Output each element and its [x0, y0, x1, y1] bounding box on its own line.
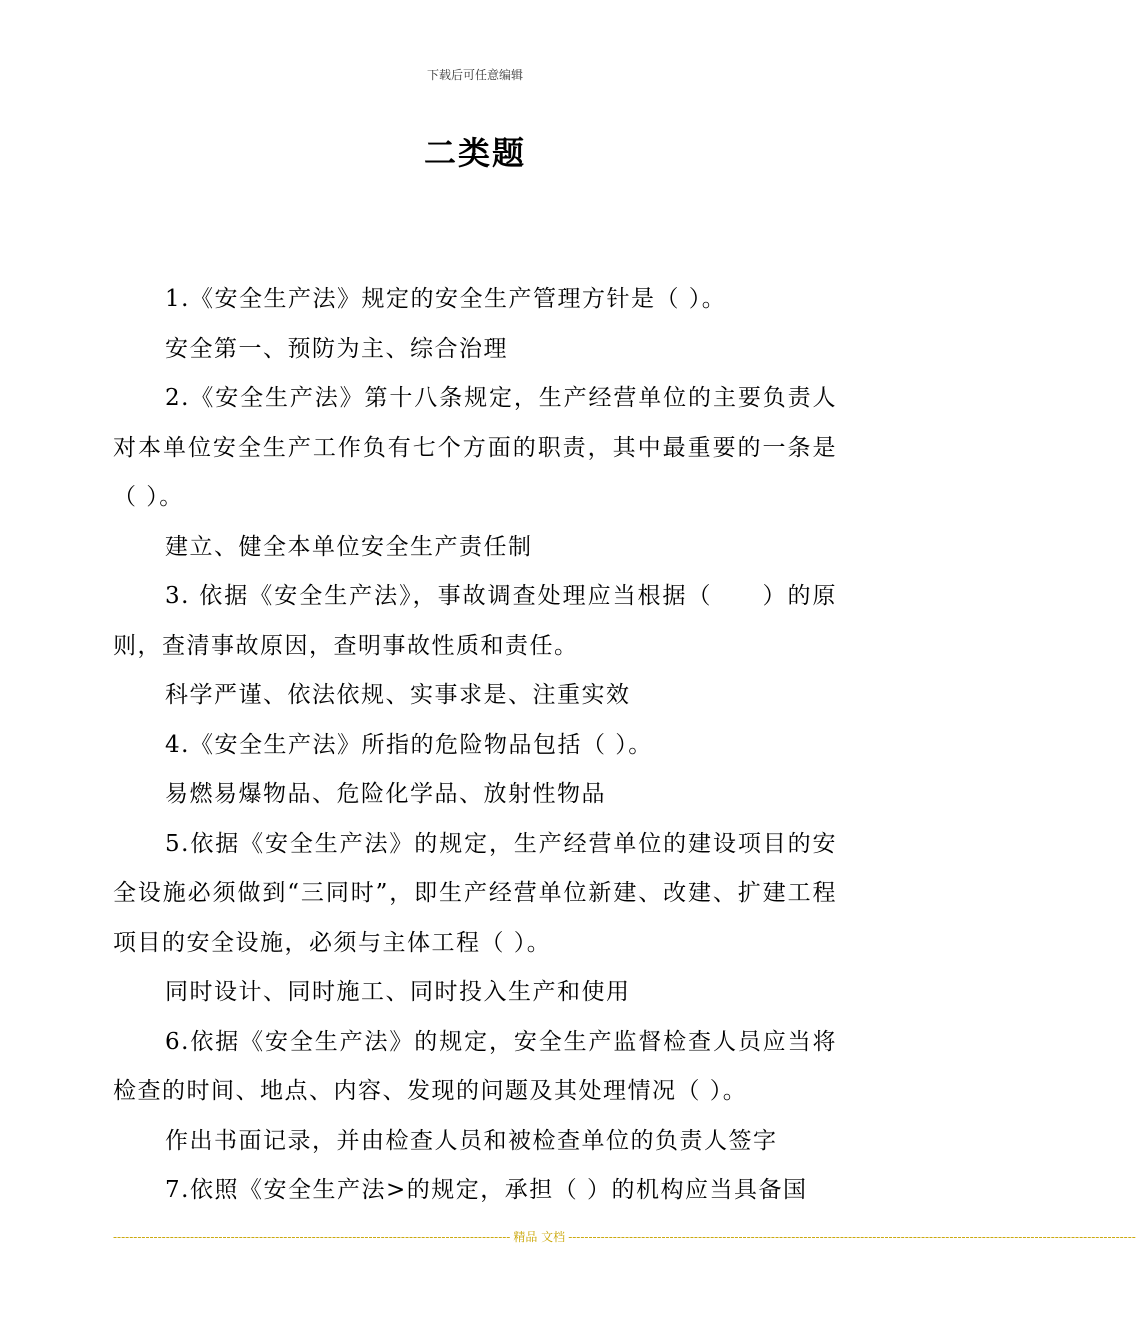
paragraph: 4.《安全生产法》所指的危险物品包括（ ）。	[165, 731, 653, 758]
document-body	[113, 275, 837, 1216]
footer-watermark-line	[113, 1228, 1136, 1245]
footer-left-dashes: --------------------------------------------------------------------------------------------------	[113, 1229, 511, 1244]
paragraph: 5.依据《安全生产法》的规定，生产经营单位的建设项目的安全设施必须做到“三同时”，即生产经营单位新建、改建、扩建工程项目的安全设施，必须与主体工程（ ）。	[113, 830, 837, 956]
paragraph: 安全第一、预防为主、综合治理	[165, 335, 508, 362]
paragraph: 6.依据《安全生产法》的规定，安全生产监督检查人员应当将检查的时间、地点、内容、发现的问题及其处理情况（ ）。	[113, 1028, 837, 1104]
paragraph: 科学严谨、依法依规、实事求是、注重实效	[165, 682, 631, 708]
paragraph: 7.依照《安全生产法>的规定，承担（ ）的机构应当具备国	[165, 1177, 808, 1203]
paragraph: 易燃易爆物品、危险化学品、放射性物品	[165, 781, 606, 807]
paragraph: 作出书面记录，并由检查人员和被检查单位的负责人签字	[165, 1127, 778, 1154]
page-title: 二类题	[423, 134, 526, 172]
footer-right-dashes: --------------------------------------------------------------------------------------------------------------------------------------------	[568, 1229, 1136, 1244]
paragraph: 2.《安全生产法》第十八条规定，生产经营单位的主要负责人对本单位安全生产工作负有七个方面的职责，其中最重要的一条是（ ）。	[113, 385, 837, 510]
paragraph: 建立、健全本单位安全生产责任制	[165, 533, 533, 560]
header-note: 下载后可任意编辑	[426, 68, 523, 82]
paragraph: 同时设计、同时施工、同时投入生产和使用	[165, 979, 631, 1005]
paragraph: 3. 依据《安全生产法》，事故调查处理应当根据（ ）的原则，查清事故原因，查明事故性质和责任。	[113, 583, 837, 659]
footer-label: 精品 文档	[513, 1230, 566, 1244]
paragraph: 1.《安全生产法》规定的安全生产管理方针是（ ）。	[165, 286, 727, 312]
